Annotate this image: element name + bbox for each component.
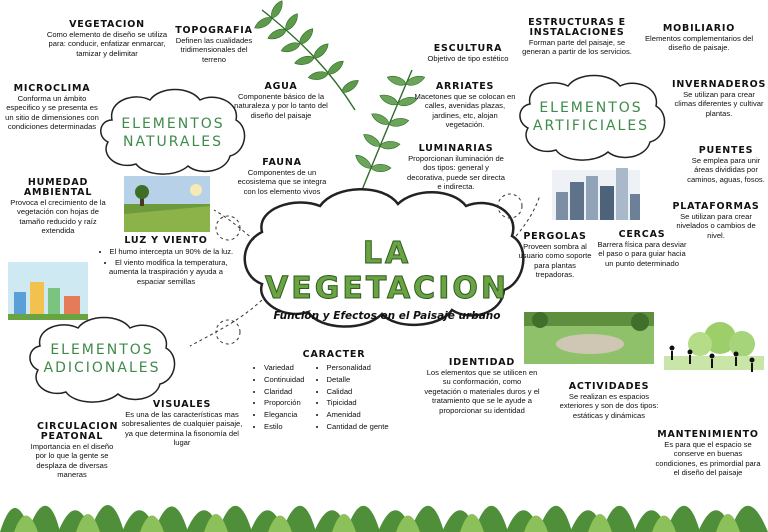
node-humedad [10,178,106,236]
caracter-item: • Claridad [264,386,305,398]
caracter-item: • Detalle [327,374,389,386]
cercas-title: CERCAS [618,229,666,240]
cloud-naturales-line2: NATURALES [122,133,224,150]
fauna-text: Componentes de un ecosistema que se integra con los elemento vivos [237,167,327,196]
circulacion-title: CIRCULACION PEATONAL [37,421,119,442]
cloud-adicionales-line1: ELEMENTOS [50,342,154,358]
node-circulacion [26,422,118,480]
microclima-title: MICROCLIMA [13,83,91,94]
main-title: LA VEGETACION [265,236,509,306]
cloud-artificiales-line1: ELEMENTOS [539,100,643,116]
actividades-text: Se realizan es espacios exteriores y son de dos tipos: estáticas y dinámicas [559,391,659,420]
caracter-item: • Calidad [327,386,389,398]
luz-item: • El viento modifica la temperatura, aumenta la traspiración y ayuda a espaciar semillas [96,258,236,286]
agua-title: AGUA [264,81,298,92]
humedad-text: Provoca el crecimiento de la vegetación con hojas de tamaño reducido y raíz extendida [10,197,106,236]
node-invernaderos [672,80,766,118]
caracter-item: • Estilo [264,421,305,433]
field-photo [124,176,210,232]
plataformas-text: Se utilizan para crear nivelados o cambios de nivel. [676,211,756,240]
caracter-title: CARACTER [302,349,366,360]
node-topografia [168,26,260,64]
node-luz [96,236,236,286]
escultura-text: Objetivo de tipo estético [427,53,509,63]
node-pergolas [514,232,596,280]
caracter-item: • Cantidad de gente [327,421,389,433]
identidad-text: Los elementos que se utilicen en su conformación, como vegetación o materiales duros y el tratamiento que se le ayude a proporcionar su identidad [424,367,540,415]
node-luminarias [404,144,508,192]
caracter-col2 [317,362,389,433]
node-visuales [120,400,244,448]
node-mobiliario [644,24,754,53]
mantenimiento-text: Es para que el espacio se conserve en buenas condiciones, es primordial para el diseño del paisaje [655,439,761,478]
node-estructuras [516,18,638,57]
estructuras-title: ESTRUCTURAS E INSTALACIONES [528,17,626,38]
node-microclima [2,84,102,132]
puentes-text: Se emplea para unir áreas divididas por caminos, aguas, fosos. [687,155,765,184]
caracter-item: • Continuidad [264,374,305,386]
node-actividades [556,382,662,420]
node-fauna [236,158,328,196]
caracter-item: • Amenidad [327,409,389,421]
node-arriates [412,82,518,130]
caracter-item: • Elegancia [264,409,305,421]
mantenimiento-title: MANTENIMIENTO [657,429,759,440]
caracter-item: • Variedad [264,362,305,374]
arriates-text: Macetones que se colocan en calles, avenidas plazas, jardines, etc, alojan vegetación. [414,91,516,130]
city-illustration [8,262,88,320]
escultura-title: ESCULTURA [433,43,503,54]
node-agua [232,82,330,120]
microclima-text: Conforma un ámbito especifico y se presenta es un sitio de dimensiones con condiciones determinadas [5,93,99,132]
node-puentes [684,146,768,184]
caracter-item: • Personalidad [327,362,389,374]
fauna-title: FAUNA [262,157,302,168]
node-escultura [426,44,510,63]
luminarias-title: LUMINARIAS [418,143,494,154]
plant-border [0,505,768,532]
puentes-title: PUENTES [698,145,754,156]
humedad-title: HUMEDAD AMBIENTAL [23,177,93,198]
cloud-adicionales-line2: ADICIONALES [43,359,161,376]
cloud-artificiales-line2: ARTIFICIALES [532,117,650,134]
arriates-title: ARRIATES [435,81,495,92]
actividades-title: ACTIVIDADES [568,381,650,392]
cercas-text: Barrera física para desviar el paso o para guiar hacia un punto determinado [597,239,687,268]
subtitle: Función y Efectos en el Paisaje urbano [273,310,501,322]
caracter-col1 [254,362,305,433]
cloud-naturales-line1: ELEMENTOS [121,116,225,132]
node-mantenimiento [652,430,764,478]
center-block [262,236,512,322]
caracter-lists [254,362,414,433]
cloud-naturales-label [112,116,234,151]
vegetacion-title: VEGETACION [69,19,145,30]
topografia-title: TOPOGRAFIA [175,25,253,36]
estructuras-text: Forman parte del paisaje, se generan a partir de los servicios. [522,37,632,57]
caracter-item: • Tipicidad [327,397,389,409]
node-plataformas [668,202,764,240]
caracter-item: • Proporción [264,397,305,409]
pergolas-title: PERGOLAS [523,231,587,242]
luz-item: • El humo intercepta un 90% de la luz. [96,246,236,258]
identidad-title: IDENTIDAD [448,357,516,368]
node-caracter [254,350,414,433]
topografia-text: Definen las cualidades tridimensionales del terreno [175,35,253,64]
node-vegetacion [42,20,172,58]
invernaderos-title: INVERNADEROS [672,79,767,90]
visuales-text: Es una de las características mas sobresalientes de cualquier paisaje, ya que determina la fisonomía del lugar [121,409,243,448]
agua-text: Componente básico de la naturaleza y por lo tanto del diseño del paisaje [234,91,328,120]
luminarias-text: Proporcionan iluminación de dos tipos: general y decorativa, puede ser directa e indirecta. [407,153,505,192]
pergolas-text: Proveen sombra al usuario como soporte para plantas trepadoras. [518,241,592,280]
mobiliario-text: Elementos complementarios del diseño de paisaje. [644,33,754,53]
invernaderos-text: Se utilizan para crear climas diferentes y cultivar plantas. [674,89,764,118]
park-photo [524,312,654,364]
vegetacion-text: Como elemento de diseño se utiliza para: conducir, enfatizar enmarcar, tamizar y delimitar [46,29,168,58]
mobiliario-title: MOBILIARIO [662,23,736,34]
luz-title: LUZ Y VIENTO [124,235,208,246]
circulacion-text: Importancia en el diseño por lo que la gente se desplaza de diversas maneras [30,441,114,480]
node-identidad [424,358,540,415]
cloud-adicionales-label [40,342,164,377]
plataformas-title: PLATAFORMAS [672,201,760,212]
luz-list [96,246,236,286]
buildings-photo [552,168,640,220]
activities-illustration [664,322,764,372]
visuales-title: VISUALES [152,399,212,410]
cloud-artificiales-label [528,100,654,135]
